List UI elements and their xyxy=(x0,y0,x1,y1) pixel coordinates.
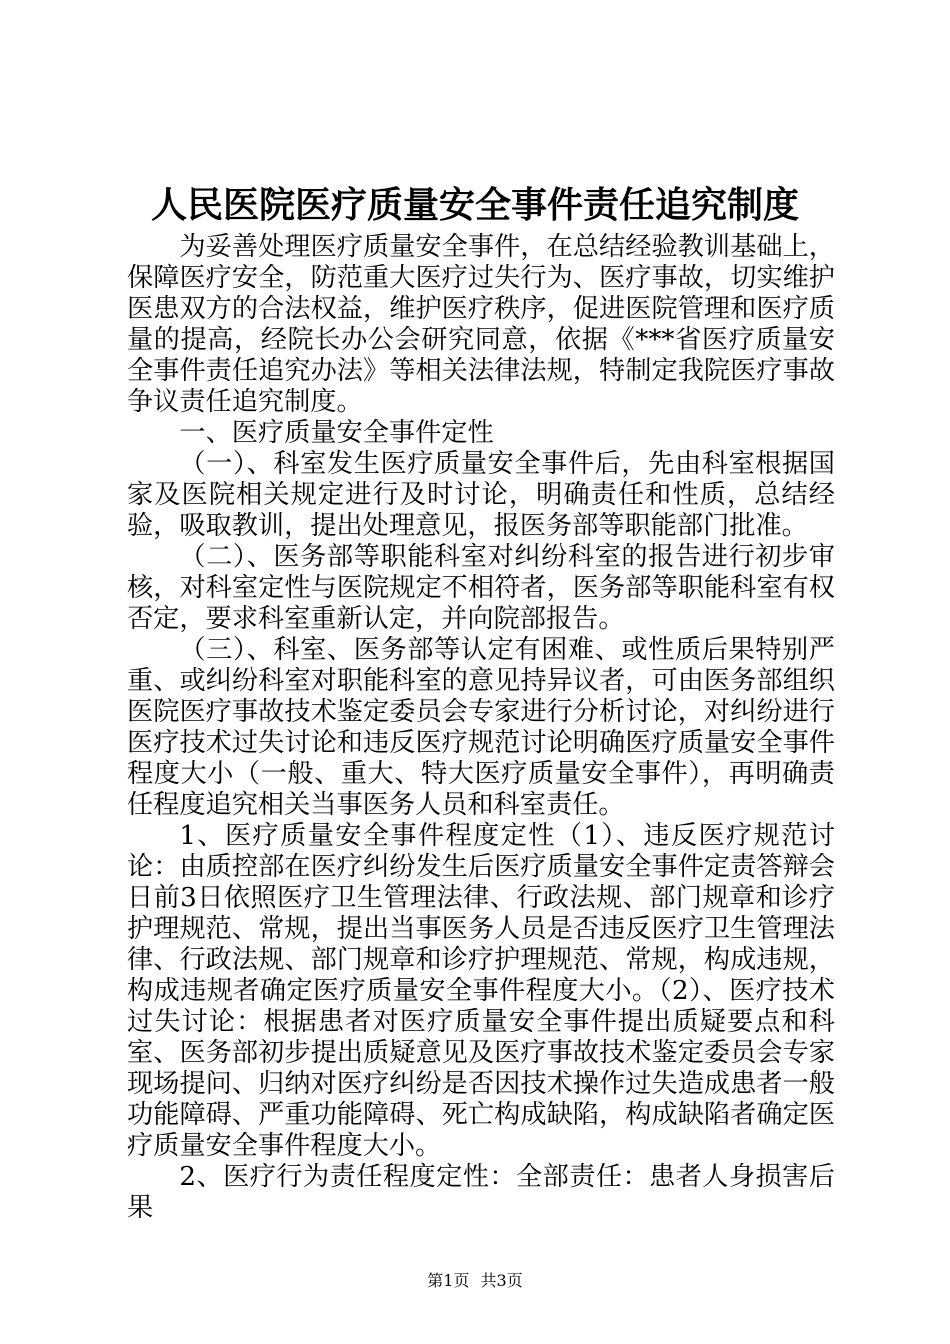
section-heading: 一、医疗质量安全事件定性 xyxy=(179,418,494,448)
page-footer xyxy=(0,1271,950,1291)
clause-paragraph: （三）、科室、医务部等认定有困难、或性质后果特别严重、或纠纷科室对职能科室的意见持异议者，可由医务部组织医院医疗事故技术鉴定委员会专家进行分析讨论，对纠纷进行医疗技术过失讨论和违反医疗规范讨论明确医疗质量安全事件程度大小（一般、重大、特大医疗质量安全事件），再明确责任程度追究相关当事医务人员和科室责任。 xyxy=(127,635,835,820)
document-title: 人民医院医疗质量安全事件责任追究制度 xyxy=(150,184,799,226)
page-total: 共3页 xyxy=(480,1271,523,1290)
page-number: 第1页 xyxy=(427,1271,470,1290)
clause-paragraph: （二）、医务部等职能科室对纠纷科室的报告进行初步审核，对科室定性与医院规定不相符者，医务部等职能科室有权否定，要求科室重新认定，并向院部报告。 xyxy=(127,542,835,634)
intro-paragraph: 为妥善处理医疗质量安全事件，在总结经验教训基础上，保障医疗安全，防范重大医疗过失行为、医疗事故，切实维护医患双方的合法权益，维护医疗秩序，促进医院管理和医疗质量的提高，经院长办公会研究同意，依据《***省医疗质量安全事件责任追究办法》等相关法律法规，特制定我院医疗事故争议责任追究制度。 xyxy=(127,232,835,417)
document-body xyxy=(127,232,835,1224)
clause-paragraph: 2、医疗行为责任程度定性：全部责任：患者人身损害后果 xyxy=(127,1162,835,1223)
clause-paragraph: 1、医疗质量安全事件程度定性（1）、违反医疗规范讨论：由质控部在医疗纠纷发生后医疗质量安全事件定责答辩会日前3日依照医疗卫生管理法律、行政法规、部门规章和诊疗护理规范、常规，提出当事医务人员是否违反医疗卫生管理法律、行政法规、部门规章和诊疗护理规范、常规，构成违规，构成违规者确定医疗质量安全事件程度大小。（2）、医疗技术过失讨论：根据患者对医疗质量安全事件提出质疑要点和科室、医务部初步提出质疑意见及医疗事故技术鉴定委员会专家现场提问、归纳对医疗纠纷是否因技术操作过失造成患者一般功能障碍、严重功能障碍、死亡构成缺陷，构成缺陷者确定医疗质量安全事件程度大小。 xyxy=(127,821,835,1161)
clause-paragraph: （一）、科室发生医疗质量安全事件后，先由科室根据国家及医院相关规定进行及时讨论，明确责任和性质，总结经验，吸取教训，提出处理意见，报医务部等职能部门批准。 xyxy=(127,449,835,541)
